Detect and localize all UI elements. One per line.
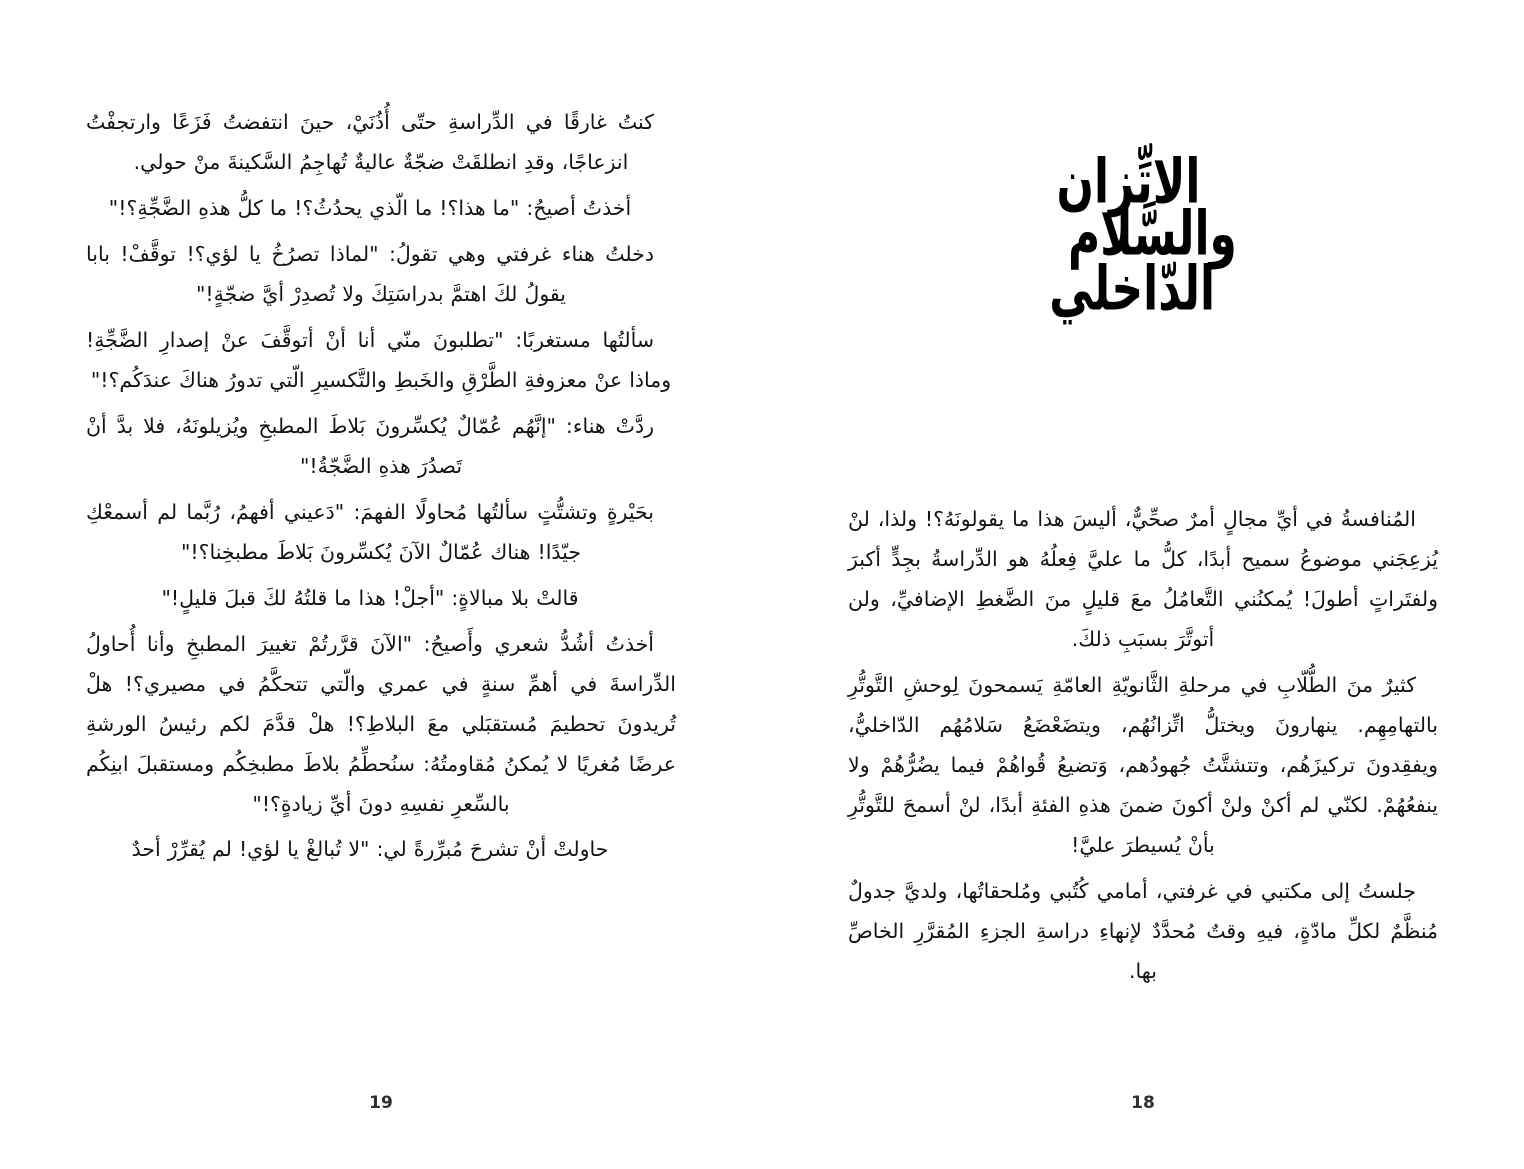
paragraph: سألتُها مستغربًا: "تطلبونَ منّي أنا أنْ أتوقَّفَ عنْ إصدارِ الضَّجِّةِ! وماذا عنْ معزوفةِ الطَّرْقِ والخَبطِ والتَّكسيرِ الّتي تدورُ هناكَ عندَكُم؟!" xyxy=(86,327,672,392)
chapter-title-line-1: الاتِّزان xyxy=(1056,147,1201,218)
paragraph: دخلتُ هناء غرفتي وهي تقولُ: "لماذا تصرُخُ يا لؤي؟! توقَّفْ! بابا يقولُ لكَ اهتمَّ بدراسَتِكَ ولا تُصدِرْ أيَّ ضجّةٍ!" xyxy=(86,241,654,306)
paragraph: كنتُ غارقًا في الدِّراسةِ حتّى أُذُنَيْ، حينَ انتفضتُ فَزَعًا وارتجفْتُ انزعاجًا، وقدِ انطلقَتْ ضجّةٌ عاليةٌ تُهاجِمُ السَّكينةَ منْ حولي. xyxy=(86,110,654,174)
paragraph: جلستُ إلى مكتبي في غرفتي، أمامي كُتُبي ومُلحقاتُها، ولديَّ جدولٌ مُنظَّمٌ لكلِّ مادّةٍ، فيهِ وقتٌ مُحدَّدٌ لإنهاءِ دراسةِ الجزءِ المُقرَّرِ الخاصِّ بها. xyxy=(848,878,1438,983)
paragraph: ردَّتْ هناء: "إنَّهُم عُمّالٌ يُكسِّرونَ بَلاطَ المطبخِ ويُزيلونَهُ، فلا بدَّ أنْ تَصدُرَ هذهِ الضَّجّةُ!" xyxy=(86,413,654,478)
paragraph: كثيرٌ منَ الطُّلّابِ في مرحلةِ الثَّانويّةِ العامّةِ يَسمحونَ لِوحشِ التَّوتُّرِ بالتهامِهِم. ينهارونَ ويختلُّ اتِّزانُهُم، ويتضَعْضَعُ سَلامُهُم الدّاخليُّ، ويفقِدونَ تركيزَهُم، وتتشتَّتُ جُهودُهم، وَتضيعُ قُواهُمْ فيما يضُرُّهُمْ ولا ينفعُهُمْ. لكنّي لم أكنْ ولنْ أكونَ ضمنَ هذهِ الفئةِ أبدًا، لنْ أسمحَ للتَّوتُّرِ بأنْ يُسيطرَ عليَّ! xyxy=(848,672,1438,857)
paragraph: بحَيْرةٍ وتشتُّتٍ سألتُها مُحاولًا الفهمَ: "دَعيني أفهمُ، رُبَّما لم أسمعْكِ جيّدًا! هناك عُمّالٌ الآنَ يُكسِّرونَ بَلاطَ مطبخِنا؟!" xyxy=(86,499,654,564)
page-right xyxy=(762,0,1524,1169)
paragraph: حاولتْ أنْ تشرحَ مُبرِّرةً لي: "لا تُبالغْ يا لؤي! لم يُقرِّرْ أحدٌ xyxy=(131,837,609,862)
paragraph: أخذتُ أصيحُ: "ما هذا؟! ما الّذي يحدُثُ؟! ما كلُّ هذهِ الضَّجِّةِ؟!" xyxy=(108,195,632,220)
paragraph: قالتْ بلا مبالاةٍ: "أجلْ! هذا ما قلتُهُ لكَ قبلَ قليلٍ!" xyxy=(161,585,579,610)
page-number-left: 19 xyxy=(369,1093,393,1113)
chapter-title-line-3: الدّاخلي xyxy=(1049,253,1216,325)
chapter-title-line-2: والسَّلام xyxy=(1067,199,1237,271)
body-text-right-page xyxy=(848,500,1438,992)
paragraph: أخذتُ أشُدُّ شعري وأَصيحُ: "الآنَ قرَّرتُمْ تغييرَ المطبخِ وأنا أُحاولُ الدِّراسةَ في أهمِّ سنةٍ في عمري والّتي تتحكَّمُ في مصيري؟! هلْ تُريدونَ تحطيمَ مُستقبَلي معَ البلاطِ؟! هلْ قدَّمَ لكم رئيسُ الورشةِ عرضًا مُغريًا لا يُمكنُ مُقاومتُهُ: سنُحطِّمُ بلاطَ مطبخِكُم ومستقبلَ ابنِكُم بالسِّعرِ نفسِهِ دونَ أيِّ زيادةٍ؟!" xyxy=(86,631,676,816)
chapter-title xyxy=(1042,147,1237,325)
page-number-right: 18 xyxy=(1131,1093,1155,1113)
paragraph: المُنافسةُ في أيِّ مجالٍ أمرٌ صحِّيٌّ، أليسَ هذا ما يقولونَهُ؟! ولذا، لنْ يُزعِجَني موضوعُ سميح أبدًا، كلُّ ما عليَّ فِعلُهُ هو الدِّراسةُ بجِدٍّ أكبرَ ولفتَراتٍ أطولَ! يُمكنُني التَّعامُلُ معَ قليلٍ منَ الضَّغطِ الإضافيِّ، ولن أتوتَّرَ بسبَبِ ذلكَ. xyxy=(848,507,1438,651)
body-text-left-page xyxy=(86,103,676,870)
